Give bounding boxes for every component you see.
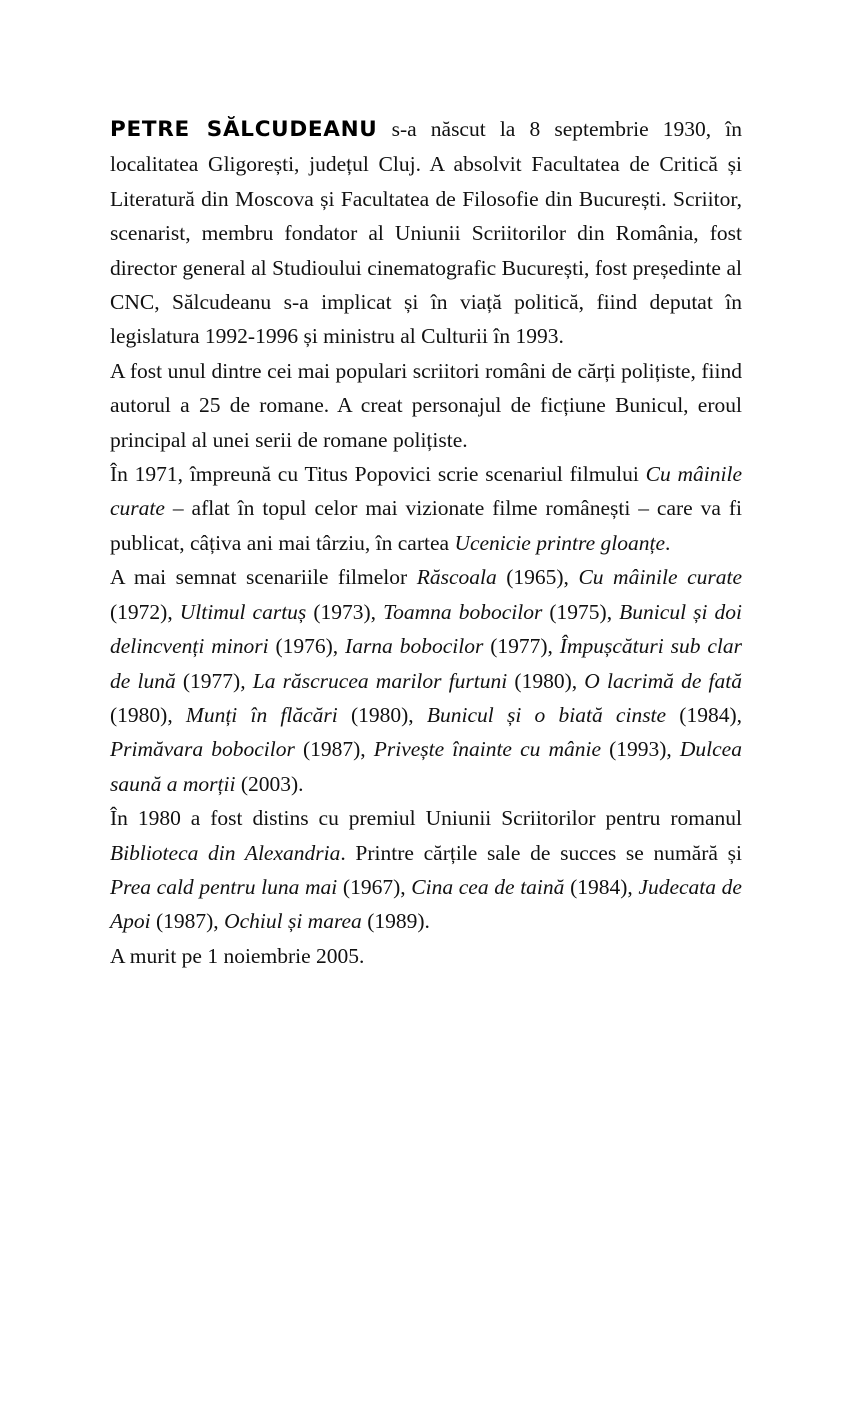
work-title: Biblioteca din Alexandria: [110, 840, 341, 865]
text-run: (1977): [175, 668, 241, 693]
work-title: Dulcea saună a morții: [110, 737, 742, 796]
text-run: (1989).: [361, 909, 430, 934]
text-run: În 1971, împreună cu Titus Popovici scrie scenariul filmului: [110, 462, 646, 487]
text-run: (2003).: [235, 771, 304, 796]
work-title: Prea cald pentru luna mai: [110, 874, 338, 899]
text-run: (1980),: [110, 702, 186, 727]
work-title: Privește înainte cu mânie: [373, 737, 601, 762]
work-title: Bunicul și doi delincvenți minori: [110, 599, 742, 659]
work-title: , La răscrucea marilor furtuni: [240, 668, 508, 693]
text-run: (1975),: [542, 599, 620, 624]
paragraph: [110, 801, 742, 939]
work-title: Cina cea de taină: [411, 874, 565, 899]
work-title: Judecata de Apoi: [110, 874, 742, 934]
text-run: (1984),: [564, 874, 639, 899]
work-title: Toamna bobocilor: [383, 599, 543, 624]
text-run: (1973),: [306, 599, 384, 624]
text-run: (1987),: [150, 909, 225, 934]
text-run: . Printre cărțile sale de succes se numără și: [340, 840, 742, 865]
paragraph: [110, 457, 742, 560]
work-title: Ultimul cartuș: [179, 599, 307, 624]
work-title: Bunicul și o biată cinste: [426, 702, 667, 727]
work-title: Împușcături sub clar de lună: [110, 634, 742, 693]
text-run: (1987),: [294, 737, 374, 762]
work-title: Răscoala: [416, 565, 497, 590]
text-run: .: [665, 530, 671, 555]
text-run: A mai semnat scenariile filmelor: [110, 565, 417, 590]
work-title: Primăvara bobocilor: [110, 737, 295, 762]
paragraph: [110, 112, 742, 354]
subject-name-lead: PETRE SĂLCUDEANU: [110, 117, 378, 142]
text-run: s-a născut la 8 septembrie 1930, în localitatea Gligorești, județul Cluj. A absolvit Facultatea de Critică și Literatură din Moscova și Facultatea de Filosofie din București. Scriitor, scenarist, membru fondator al Uniunii Scriitorilor din România, fost director general al Studioului cinematografic București, fost președinte al CNC, Sălcudeanu s-a implicat și în viață politică, fiind deputat în legislatura 1992-1996 și ministru al Culturii în 1993.: [110, 117, 742, 349]
work-title: O lacrimă de fată: [584, 668, 742, 693]
text-run: (1967),: [337, 874, 412, 899]
work-title: Cu mâinile curate: [110, 462, 742, 521]
text-run: (1972),: [110, 599, 180, 624]
text-run: (1976),: [268, 634, 346, 659]
paragraph: [110, 939, 742, 973]
text-run: (1980),: [337, 702, 427, 727]
paragraph: [110, 354, 742, 457]
work-title: Iarna bobocilor: [345, 634, 484, 659]
text-run: (1965),: [496, 565, 579, 590]
text-run: (1980),: [507, 668, 585, 693]
text-run: A fost unul dintre cei mai populari scriitori români de cărți polițiste, fiind autorul a 25 de romane. A creat personajul de ficțiune Bunicul, eroul principal al unei serii de romane polițiste.: [110, 358, 742, 452]
paragraph: [110, 560, 742, 801]
text-column: [110, 112, 742, 973]
work-title: Munți în flăcări: [185, 702, 338, 727]
work-title: Ucenicie printre gloanțe: [454, 530, 665, 555]
text-run: – aflat în topul celor mai vizionate filme românești – care va fi publicat, câțiva ani mai târziu, în cartea: [110, 496, 742, 555]
text-run: (1993),: [601, 737, 680, 762]
text-run: (1977),: [483, 634, 560, 659]
text-run: În 1980 a fost distins cu premiul Uniunii Scriitorilor pentru romanul: [110, 806, 742, 831]
biography-text: [110, 112, 742, 973]
text-run: (1984),: [666, 702, 742, 727]
work-title: Cu mâinile curate: [578, 565, 742, 590]
text-run: A murit pe 1 noiembrie 2005.: [110, 943, 365, 968]
work-title: Ochiul și marea: [224, 909, 362, 934]
